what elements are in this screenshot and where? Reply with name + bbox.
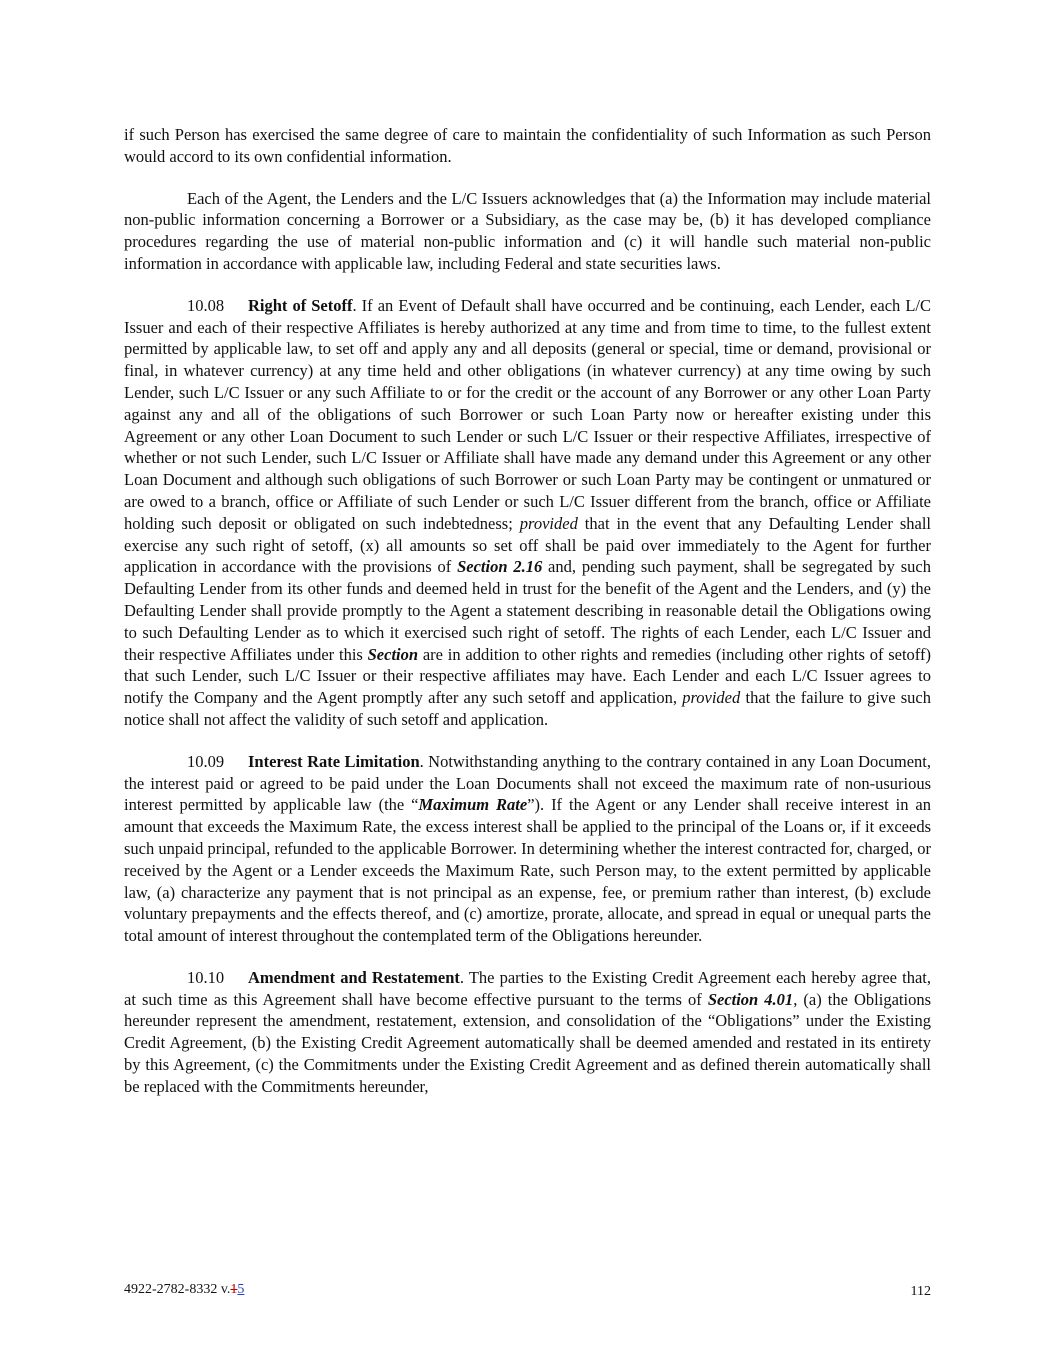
section-number: 10.09 <box>187 751 225 771</box>
version-deleted: 1 <box>230 1282 238 1297</box>
section-reference: Section <box>367 644 419 664</box>
section-10-10 <box>124 967 931 1098</box>
provided-term: provided <box>519 513 578 533</box>
document-body <box>124 124 931 1118</box>
section-text: . Notwithstanding anything to the contrary contained in any Loan Document, the interest paid or agreed to be paid under the Loan Documents shall not exceed the maximum rate of non-usurious interest permitted by applicable law (the “ <box>124 751 931 815</box>
section-text: . If an Event of Default shall have occurred and be continuing, each Lender, each L/C Issuer and each of their respective Affiliates is hereby authorized at any time and from time to time, to the fullest extent permitted by applicable law, to set off and apply any and all deposits (general or special, time or demand, provisional or final, in whatever currency) at any time held and other obligations (in whatever currency) at any time owing by such Lender, such L/C Issuer or any such Affiliate to or for the credit or the account of any Borrower or any other Loan Party against any and all of the obligations of such Borrower or such Loan Party now or hereafter existing under this Agreement or any other Loan Document to such Lender or such L/C Issuer or their respective Affiliates, irrespective of whether or not such Lender, such L/C Issuer or Affiliate shall have made any demand under this Agreement or any other Loan Document and although such obligations of such Borrower or such Loan Party may be contingent or unmatured or are owed to a branch, office or Affiliate of such Lender or such L/C Issuer different from the branch, office or Affiliate holding such deposit or obligated on such indebtedness; <box>124 295 931 533</box>
section-heading: Amendment and Restatement <box>248 967 460 987</box>
section-number: 10.08 <box>187 295 225 315</box>
section-text: are in addition to other rights and remedies (including other rights of setoff) that such Lender, such L/C Issuer or their respective affiliates may have. Each Lender and each L/C Issuer agrees to notify the Company and the Agent promptly after any such setoff and application, <box>124 644 931 708</box>
section-text: , (a) the Obligations hereunder represent the amendment, restatement, extension, and consolidation of the “Obligations” under the Existing Credit Agreement, (b) the Existing Credit Agreement automatically shall be deemed amended and restated in its entirety by this Agreement, (c) the Commitments under the Existing Credit Agreement and as defined therein automatically shall be replaced with the Commitments hereunder, <box>124 989 932 1096</box>
doc-id-text: 4922-2782-8332 v. <box>124 1282 231 1297</box>
version-inserted: 5 <box>237 1282 245 1297</box>
section-heading: Right of Setoff <box>248 295 353 315</box>
section-10-09 <box>124 751 931 947</box>
section-text: that in the event that any Defaulting Lender shall exercise any such right of setoff, (x) all amounts so set off shall be paid over immediately to the Agent for further application in accordance with the provisions of <box>124 513 932 577</box>
paragraph-continuation <box>124 124 931 168</box>
section-text: that the failure to give such notice shall not affect the validity of such setoff and application. <box>124 688 931 729</box>
section-text: and, pending such payment, shall be segregated by such Defaulting Lender from its other funds and deemed held in trust for the benefit of the Agent and the Lenders, and (y) the Defaulting Lender shall provide promptly to the Agent a statement describing in reasonable detail the Obligations owing to such Defaulting Lender as to which it exercised such right of setoff. The rights of each Lender, each L/C Issuer and their respective Affiliates under this <box>124 557 931 664</box>
section-text: . The parties to the Existing Credit Agreement each hereby agree that, at such time as this Agreement shall have become effective pursuant to the terms of <box>124 967 931 1009</box>
page-number: 112 <box>910 1284 931 1299</box>
section-10-08 <box>124 295 931 731</box>
section-number: 10.10 <box>187 967 225 987</box>
paragraph-text: Each of the Agent, the Lenders and the L/C Issuers acknowledges that (a) the Information may include material non-public information concerning a Borrower or a Subsidiary, as the case may be, (b) it has developed compliance procedures regarding the use of material non-public information and (c) it will handle such material non-public information in accordance with applicable law, including Federal and state securities laws. <box>124 188 931 273</box>
paragraph-text: if such Person has exercised the same degree of care to maintain the confidentiality of such Information as such Person would accord to its own confidential information. <box>124 125 931 166</box>
section-reference: Section 4.01 <box>707 989 794 1009</box>
paragraph-acknowledgement <box>124 188 931 275</box>
section-heading: Interest Rate Limitation <box>248 751 420 771</box>
footer-doc-id <box>124 1282 244 1298</box>
provided-term: provided <box>682 688 741 708</box>
section-reference: Section 2.16 <box>457 557 543 577</box>
section-text: ”). If the Agent or any Lender shall receive interest in an amount that exceeds the Maximum Rate, the excess interest shall be applied to the principal of the Loans or, if it exceeds such unpaid principal, refunded to the applicable Borrower. In determining whether the interest contracted for, charged, or received by the Agent or a Lender exceeds the Maximum Rate, such Person may, to the extent permitted by applicable law, (a) characterize any payment that is not principal as an expense, fee, or premium rather than interest, (b) exclude voluntary prepayments and the effects thereof, and (c) amortize, prorate, allocate, and spread in equal or unequal parts the total amount of interest throughout the contemplated term of the Obligations hereunder. <box>124 795 931 946</box>
defined-term: Maximum Rate <box>418 795 528 815</box>
